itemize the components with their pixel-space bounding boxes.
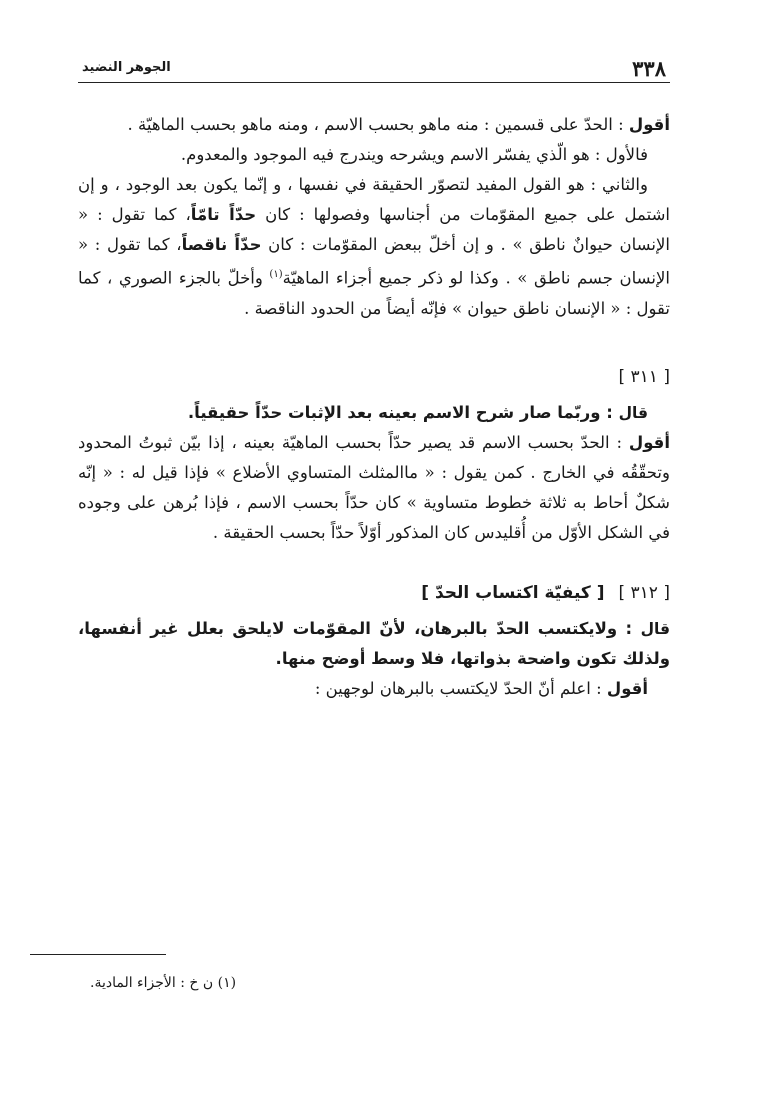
paragraph-text: وأخلّ بالجزء الصوري ، كما تقول : « الإنسان ناطق حيوان » فإنّه أيضاً من الحدود الناقصة . xyxy=(78,268,670,318)
qal-311 xyxy=(78,398,670,428)
paragraph-text: : الحدّ على قسمين : منه ماهو بحسب الاسم ، ومنه ماهو بحسب الماهيّة . xyxy=(127,115,629,134)
qal-text: : ولايكتسب الحدّ بالبرهان، لأنّ المقوّمات لايلحق بعلل غير أنفسها، ولذلك تكون واضحة بذواتها، فلا وسط أوضح منها. xyxy=(78,618,670,668)
term-incomplete-definition: حدّاً ناقصاً xyxy=(181,235,262,254)
running-title: الجوهر النضيد xyxy=(82,60,171,75)
qawl-lead: أقول xyxy=(628,115,670,134)
qal-312 xyxy=(78,614,670,674)
qawl-lead: أقول xyxy=(606,678,648,698)
paragraph-text: فالأول : هو الّذي يفسّر الاسم ويشرحه ويندرج فيه الموجود والمعدوم. xyxy=(180,145,648,164)
page-body xyxy=(78,110,670,704)
qal-lead: قال xyxy=(640,619,670,638)
page-header xyxy=(78,52,670,83)
footnote: (١) ن خ : الأجزاء المادية. xyxy=(90,975,237,991)
section-number: [ ٣١٢ ] xyxy=(618,582,670,603)
footnote-separator xyxy=(30,954,166,955)
paragraph-second-kind xyxy=(78,170,670,324)
qal-lead: قال xyxy=(618,403,648,422)
page xyxy=(78,52,670,698)
paragraph-311 xyxy=(78,428,670,548)
qawl-lead: أقول xyxy=(628,432,670,452)
paragraph-312 xyxy=(78,674,670,704)
section-number: [ ٣١١ ] xyxy=(618,366,670,387)
qal-text: : وربّما صار شرح الاسم بعينه بعد الإثبات حدّاً حقيقياً. xyxy=(187,402,619,422)
section-311-heading xyxy=(78,362,670,392)
paragraph-definition-types xyxy=(78,110,670,140)
paragraph-text: : اعلم أنّ الحدّ لايكتسب بالبرهان لوجهين : xyxy=(314,678,607,698)
footnote-ref: (١) xyxy=(269,269,283,280)
section-title: [ كيفيّة اكتساب الحدّ ] xyxy=(421,582,605,603)
paragraph-text: ، كما تقول : « الإنسان جسم ناطق » . وكذا لو ذكر جميع أجزاء الماهيّة xyxy=(78,235,670,288)
paragraph-text: والثاني : هو القول المفيد لتصوّر الحقيقة في نفسها ، و إنّما يكون بعد الوجود ، و إن اشتمل على جميع المقوّمات من أجناسها وفصولها : كان xyxy=(78,175,670,224)
page-number: ٣٣٨ xyxy=(632,56,666,81)
paragraph-first-kind xyxy=(78,140,670,170)
term-complete-definition: حدّاً تامّاً xyxy=(190,205,257,224)
paragraph-text: : الحدّ بحسب الاسم قد يصير حدّاً بحسب الماهيّة بعينه ، إذا بيّن ثبوتُ المحدود وتحقّقُه في الخارج . كمن يقول : « ماالمثلث المتساوي الأضلاع » فإذا قيل له : « إنّه شكلٌ أحاط به ثلاثة خطوط متساوية » كان حدّاً بحسب الاسم ، فإذا بُرهن على وجوده في الشكل الأوّل من أُقليدس كان المذكور أوّلاً حدّاً بحسب الحقيقة . xyxy=(78,432,670,542)
paragraph-text: ، كما تقول : « الإنسان حيوانٌ ناطق » . و إن أخلّ ببعض المقوّمات : كان xyxy=(78,205,670,254)
section-312-heading xyxy=(78,578,670,608)
